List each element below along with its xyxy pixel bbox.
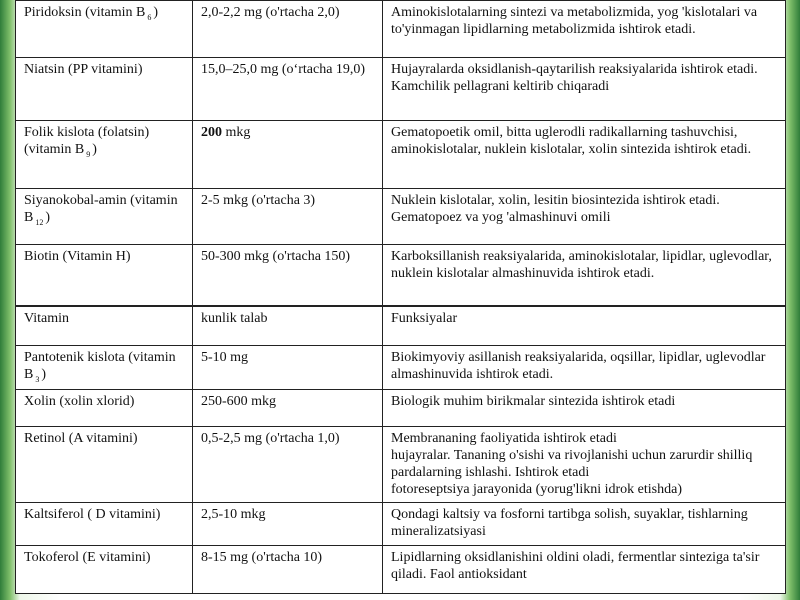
- vitamin-function: Aminokislotalarning sintezi va metabolizmida, yog 'kislotalari va to'yinmagan lipidlarning metabolizmida ishtirok etadi.: [383, 1, 786, 58]
- vitamin-table: [15, 0, 786, 594]
- vitamin-function: Karboksillanish reaksiyalarida, aminokislotalar, lipidlar, uglevodlar, nuklein kislotalar almashinuvida ishtirok etadi.: [383, 245, 786, 306]
- vitamin-function: Gematopoetik omil, bitta uglerodli radikallarning tashuvchisi, aminokislotalar, nuklein kislotalar, xolin sintezida ishtirok etadi.: [383, 121, 786, 189]
- daily-dose: 15,0–25,0 mg (o‘rtacha 19,0): [193, 58, 383, 121]
- vitamin-function: Lipidlarning oksidlanishini oldini oladi, fermentlar sinteziga ta'sir qiladi. Faol antioksidant: [383, 546, 786, 594]
- daily-dose: 2,5-10 mkg: [193, 503, 383, 546]
- daily-dose: 5-10 mg: [193, 346, 383, 390]
- daily-dose: 0,5-2,5 mg (o'rtacha 1,0): [193, 427, 383, 503]
- vitamin-function: Biokimyoviy asillanish reaksiyalarida, oqsillar, lipidlar, uglevodlar almashinuvida ishtirok etadi.: [383, 346, 786, 390]
- vitamin-name: Piridoksin (vitamin B $_6$ ): [16, 1, 193, 58]
- column-header-daily-need: kunlik talab: [193, 306, 383, 346]
- vitamin-name: Pantotenik kislota (vitamin B $_3$ ): [16, 346, 193, 390]
- function-line: hujayralar. Tananing o'sishi va rivojlanishi uchun zarurdir shilliq pardalarning ishlashi. Ishtirok etadi: [391, 448, 753, 480]
- table-row: [16, 121, 786, 189]
- daily-dose: 250-600 mkg: [193, 390, 383, 427]
- daily-dose: 2,0-2,2 mg (o'rtacha 2,0): [193, 1, 383, 58]
- vitamin-function: Nuklein kislotalar, xolin, lesitin biosintezida ishtirok etadi. Gematopoez va yog 'almashinuvi omili: [383, 189, 786, 245]
- column-header-vitamin: Vitamin: [16, 306, 193, 346]
- table-row: [16, 346, 786, 390]
- vitamin-function: Biologik muhim birikmalar sintezida ishtirok etadi: [383, 390, 786, 427]
- table-row: [16, 1, 786, 58]
- vitamin-name: Kaltsiferol ( D vitamini): [16, 503, 193, 546]
- vitamin-name: Biotin (Vitamin H): [16, 245, 193, 306]
- vitamin-name: Retinol (A vitamini): [16, 427, 193, 503]
- vitamin-name: Folik kislota (folatsin) (vitamin B $_9$ ): [16, 121, 193, 189]
- vitamin-name: Xolin (xolin xlorid): [16, 390, 193, 427]
- table-row: [16, 189, 786, 245]
- vitamin-function: Hujayralarda oksidlanish-qaytarilish reaksiyalarida ishtirok etadi. Kamchilik pellagrani keltirib chiqaradi: [383, 58, 786, 121]
- column-header-functions: Funksiyalar: [383, 306, 786, 346]
- vitamin-name: Tokoferol (E vitamini): [16, 546, 193, 594]
- table-row: [16, 427, 786, 503]
- table-header-row: [16, 306, 786, 346]
- daily-dose: 200 mkg: [193, 121, 383, 189]
- function-line: Membrananing faoliyatida ishtirok etadi: [391, 431, 617, 446]
- daily-dose: 2-5 mkg (o'rtacha 3): [193, 189, 383, 245]
- table-row: [16, 503, 786, 546]
- vitamin-name: Niatsin (PP vitamini): [16, 58, 193, 121]
- vitamin-function: Qondagi kaltsiy va fosforni tartibga solish, suyaklar, tishlarning mineralizatsiyasi: [383, 503, 786, 546]
- function-line: fotoreseptsiya jarayonida (yorug'likni idrok etishda): [391, 482, 682, 497]
- daily-dose: 50-300 mkg (o'rtacha 150): [193, 245, 383, 306]
- vitamin-name: Siyanokobal-amin (vitamin B $_{12}$ ): [16, 189, 193, 245]
- table-row: [16, 58, 786, 121]
- table-row: [16, 390, 786, 427]
- daily-dose: 8-15 mg (o'rtacha 10): [193, 546, 383, 594]
- vitamin-function: [383, 427, 786, 503]
- table-row: [16, 546, 786, 594]
- table-row: [16, 245, 786, 306]
